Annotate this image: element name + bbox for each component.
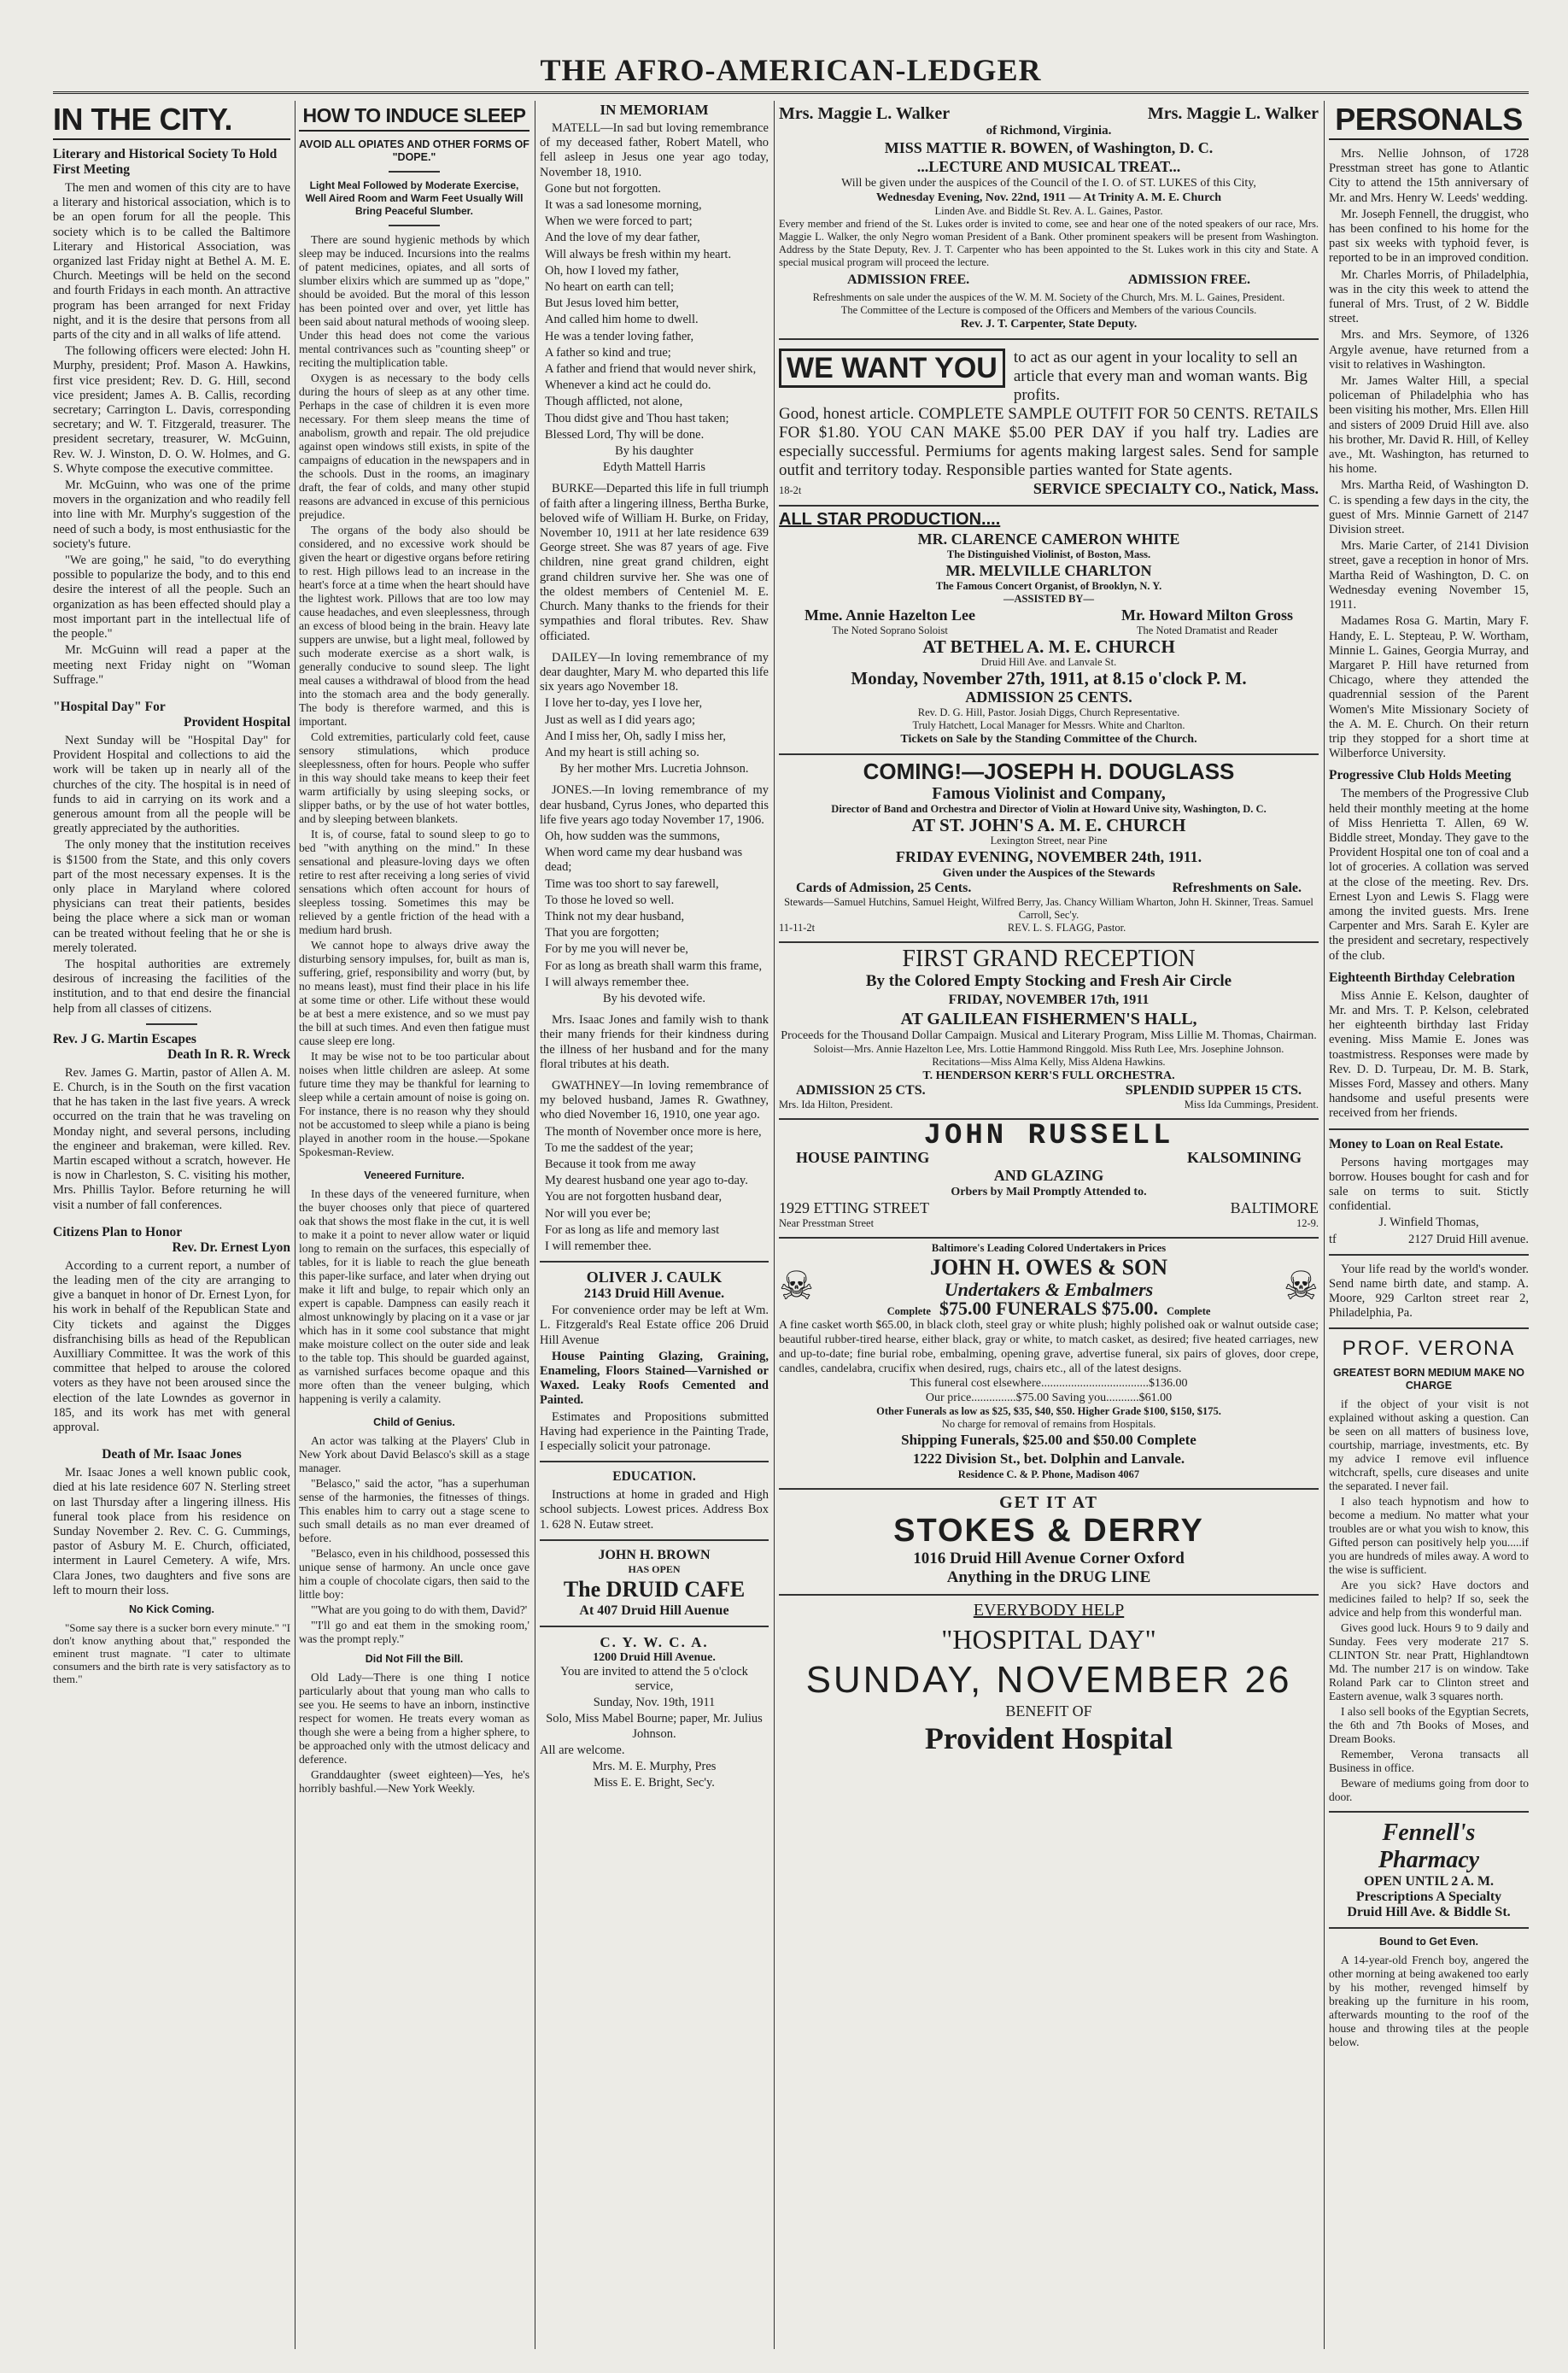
lee-desc: The Noted Soprano Soloist — [832, 624, 948, 636]
poem-line: A father so kind and true; — [545, 345, 671, 360]
charlton-name: MR. MELVILLE CHARLTON — [945, 562, 1152, 579]
reception-chair: Miss Ida Cummings, President. — [1184, 1099, 1319, 1110]
hospital-everybody: EVERYBODY HELP — [973, 1601, 1125, 1620]
pallbearer-icon: ☠ — [1283, 1264, 1319, 1308]
poem-line: Will always be fresh within my heart. — [545, 247, 732, 261]
reception-heading: FIRST GRAND RECEPTION — [902, 946, 1196, 972]
owes-complete-1: Complete — [886, 1305, 931, 1317]
genius-p5: "'I'll go and eat them in the smoking room,' was the prompt reply." — [299, 1619, 529, 1645]
personals-banner: PERSONALS — [1329, 101, 1529, 140]
genius-p2: "Belasco," said the actor, "has a superhuman sense of the harmonies, the fitnesses of things. This enables him to carry out a stage scene to such small details as no man ever dreamed of before. — [299, 1477, 529, 1544]
matell-poem — [540, 182, 769, 442]
column-memoriam — [540, 101, 769, 2349]
service-specialty-company: SERVICE SPECIALTY CO., Natick, Mass. — [1033, 480, 1319, 497]
poem-line: But Jesus loved him better, — [545, 296, 679, 311]
literary-society-p5: Mr. McGuinn will read a paper at the meeting next Friday night on "Woman Suffrage." — [53, 643, 290, 687]
dailey-poem — [540, 696, 769, 760]
money-name: J. Winfield Thomas, — [1378, 1216, 1479, 1230]
owes-address: 1222 Division St., bet. Dolphin and Lanvale. — [912, 1450, 1185, 1467]
stokes-name: STOKES & DERRY — [893, 1513, 1204, 1549]
poem-line: Blessed Lord, Thy will be done. — [545, 427, 705, 442]
ywca-address: 1200 Druid Hill Avenue. — [593, 1650, 716, 1664]
druid-cafe-title: The DRUID CAFE — [563, 1576, 746, 1602]
brown-has-open: HAS OPEN — [628, 1562, 681, 1575]
poem-line: I will remember thee. — [545, 1239, 652, 1254]
poem-line: And called him home to dwell. — [545, 313, 699, 327]
dailey-intro: DAILEY—In loving remembrance of my dear daughter, Mary M. who departed this life six years ago November 18. — [540, 650, 769, 694]
even-p1: A 14-year-old French boy, angered the other morning at being awakened too early by his mother, revenged himself by breaking up the furniture in his room, afterwards mounting to the roof of the house and throwing tiles at the people below. — [1329, 1954, 1529, 2049]
charlton-desc: The Famous Concert Organist, of Brooklyn, N. Y. — [935, 580, 1162, 592]
sleep-p6: We cannot hope to always drive away the disturbing sensory impulses, for, built as man is, suffering, grief, responsibility and worry (but, by no means least), must find their place in his life at some time or other. Life without these would be at best a mere existence, and so we must pay the bill at such times. And even then fatigue must cause sleep ere long. — [299, 939, 529, 1047]
divider — [540, 1539, 769, 1541]
poem-line: I will always remember thee. — [545, 975, 689, 989]
money-headline: Money to Loan on Real Estate. — [1329, 1136, 1504, 1151]
veneered-p1: In these days of the veneered furniture, when the buyer chooses only that piece of quartered oak that shows the most flake in the cut, it is well to make it a point to never allow water or liquid long to remain on the surfaces, this especially of tables, for it is liable to reach the glue beneath this paper-like surface, and later when drying out make it lift and bulge, to repair which only an expert is capable. Dampness can easily reach it almost unknowingly by placing on it a vase or jar which has in it some cool substance that might make moisture collect on the outer side and leak to the table top. This should be guarded against, as varnished surfaces become opaque and this more often than the veneer bulging, which happening is verily a calamity. — [299, 1187, 529, 1405]
reception-admission: ADMISSION 25 CTS. — [796, 1083, 926, 1098]
sleep-p1: There are sound hygienic methods by which sleep may be induced. Incursions into the realms of patent medicines, opiates, and all sorts of slumber elixirs which are summed up as "dope," should be avoided. But the moral of this lesson has been pointed over and over, yet little has been said about natural methods of wooing sleep. Under this head does not come the various mental contrivances such as "counting sheep" or reciting the multiplication table. — [299, 233, 529, 369]
poem-line: He was a tender loving father, — [545, 329, 694, 343]
genius-p3: "Belasco, even in his childhood, possessed this unique sense of harmony. An uncle once gave him a couple of chocolate cigars, then said to the little boy: — [299, 1547, 529, 1601]
fennell-address: Druid Hill Ave. & Biddle St. — [1347, 1905, 1511, 1920]
walker-deputy: Rev. J. T. Carpenter, State Deputy. — [960, 318, 1138, 331]
russell-name: JOHN RUSSELL — [923, 1120, 1174, 1152]
lyon-p1: According to a current report, a number of the leading men of the city are arranging to give a banquet in honor of Dr. Ernest Lyon, for his work in behalf of the Republican State and City tickets and against the Digges disfranchising bills as head of the Republican Auxilliary Committee. It was the work of this committee that helped to arouse the colored voters as they have not been aroused since the election of the late Lowndes as governor in 185, and its work has met with general approval. — [53, 1258, 290, 1435]
column-rule — [1324, 101, 1325, 2349]
matell-sign-1: By his daughter — [615, 444, 693, 459]
hospital-benefit: BENEFIT OF — [1005, 1702, 1092, 1720]
sleep-deck-2: Light Meal Followed by Moderate Exercise, Well Aired Room and Warm Feet Usually Will Bring Peaceful Slumber. — [305, 179, 524, 217]
douglass-sub: Famous Violinist and Company, — [932, 784, 1166, 803]
divider — [1329, 1327, 1529, 1329]
lee-name: Mme. Annie Hazelton Lee — [804, 606, 975, 624]
poem-line: The month of November once more is here, — [545, 1124, 762, 1139]
st-johns-venue-sub: Lexington Street, near Pine — [990, 835, 1108, 847]
all-star-pastor: Rev. D. G. Hill, Pastor. Josiah Diggs, Church Representative. — [917, 706, 1180, 718]
walker-date: Wednesday Evening, Nov. 22nd, 1911 — At Trinity A. M. E. Church — [875, 191, 1222, 204]
poem-line: For by me you will never be, — [545, 942, 688, 957]
birthday-headline: Eighteenth Birthday Celebration — [1329, 970, 1515, 985]
veneered-headline: Veneered Furniture. — [364, 1169, 465, 1181]
stokes-line: Anything in the DRUG LINE — [946, 1568, 1151, 1586]
owes-complete-2: Complete — [1167, 1305, 1211, 1317]
money-p1: Persons having mortgages may borrow. Houses bought for cash and for sale on terms to suit. Stictly confidential. — [1329, 1155, 1529, 1214]
poem-line: To those he loved so well. — [545, 893, 675, 907]
hospital-day-p1: Next Sunday will be "Hospital Day" for Provident Hospital and collections to aid the work will be taken up in nearly all of the churches of the city. The hospital is in need of funds to aid in carrying on its work and a generous amount from all the people will be greatly appreciated by the authorities. — [53, 733, 290, 836]
genius-headline: Child of Genius. — [373, 1416, 455, 1428]
memoriam-heading: IN MEMORIAM — [600, 102, 709, 118]
douglass-refreshments: Refreshments on Sale. — [1172, 881, 1302, 895]
poem-line: Oh, how I loved my father, — [545, 263, 679, 278]
st-johns-venue: AT ST. JOHN'S A. M. E. CHURCH — [911, 815, 1186, 835]
bethel-venue-sub: Druid Hill Ave. and Lanvale St. — [980, 656, 1117, 668]
reception-recitations: Recitations—Miss Alma Kelly, Miss Aldena Hawkins. — [932, 1056, 1166, 1068]
verona-p5: I also sell books of the Egyptian Secrets, the 6th and 7th Books of Moses, and Dream Books. — [1329, 1705, 1529, 1746]
russell-painting: HOUSE PAINTING — [796, 1149, 930, 1166]
russell-near: Near Presstman Street — [779, 1217, 875, 1229]
reception-president: Mrs. Ida Hilton, President. — [779, 1099, 893, 1110]
douglass-cards: Cards of Admission, 25 Cents. — [796, 881, 972, 895]
owes-price-headline: $75.00 FUNERALS $75.00. — [939, 1298, 1159, 1319]
we-want-you-body: Good, honest article. COMPLETE SAMPLE OUTFIT FOR 50 CENTS. RETAILS FOR $1.80. YOU CAN MAKE $5.00 PER DAY if you half try. Ladies are especially successful. Permiums for agents making largest sales. Send for sample outfit and territory today. Responsible parties wanted for State agents. — [779, 405, 1319, 479]
verona-p6: Remember, Verona transacts all Business in office. — [1329, 1748, 1529, 1775]
poem-line: It was a sad lonesome morning, — [545, 198, 702, 213]
hospital-day-title: "HOSPITAL DAY" — [941, 1624, 1156, 1655]
walker-body: Every member and friend of the St. Lukes order is invited to come, see and hear one of the noted speakers of our race, Mrs. Maggie L. Walker, the only Negro woman President of a Bank. Other prominent speakers will be present from Washington. Address by the State Deputy, Rev. J. T. Carpenter who has been appointed to the St. Lukes work in this city and State. A special musical program will proceed the lecture. — [779, 218, 1319, 268]
we-want-you-ad — [779, 340, 1319, 507]
poem-line: Gone but not forgotten. — [545, 181, 661, 196]
newspaper-page — [53, 50, 1529, 2349]
poem-line: And I miss her, Oh, sadly I miss her, — [545, 729, 726, 743]
poem-line: That you are forgotten; — [545, 926, 659, 940]
hospital-day-p2: The only money that the institution receives is $1500 from the State, and this only covers part of the most necessary expenses. It is the only place in Maryland where colored physicians can treat their patients, besides being the place where a sick man or woman can be treated without feeling that he or she is merely tolerated. — [53, 838, 290, 955]
caulk-p1: For convenience order may be left at Wm. L. Fitzgerald's Real Estate office 206 Druid Hill Avenue — [540, 1304, 769, 1347]
hospital-date: SUNDAY, NOVEMBER 26 — [805, 1659, 1292, 1701]
poem-line: Whenever a kind act he could do. — [545, 378, 711, 393]
poem-line: Oh, how sudden was the summons, — [545, 829, 721, 843]
poem-line: Think not my dear husband, — [545, 909, 685, 923]
russell-code: 12-9. — [1296, 1217, 1319, 1229]
russell-mail: Orbers by Mail Promptly Attended to. — [951, 1186, 1147, 1198]
all-star-heading: ALL STAR PRODUCTION.... — [779, 510, 1001, 529]
poem-line: You are not forgotten husband dear, — [545, 1190, 723, 1204]
verona-p1: if the object of your visit is not explained without asking a question. Can be seen on all matters of business love, courtship, marriage, investments, etc. By my advice I remove evil influence witchcraft, spells, cure diseases and unite the separated. I never fail. — [1329, 1397, 1529, 1493]
lyon-headline-1: Citizens Plan to Honor — [53, 1224, 183, 1239]
reception-soloists: Soloist—Mrs. Annie Hazelton Lee, Mrs. Lottie Hammond Ringgold. Miss Ruth Lee, Mrs. Josephine Johnson. — [813, 1043, 1284, 1055]
reception-ad — [779, 943, 1319, 1120]
walker-left: Mrs. Maggie L. Walker — [779, 104, 951, 123]
assisted-by: —ASSISTED BY— — [1003, 593, 1094, 605]
douglass-stewards: Stewards—Samuel Hutchins, Samuel Height, Wilfred Berry, Jas. Chancy William Wharton, John H. Skinner, Treas. Samuel Carroll, Sec'y. — [784, 896, 1313, 921]
life-read-ad: Your life read by the world's wonder. Send name birth date, and stamp. A. Moore, 929 Carlton street rear 2, Philadelphia, Pa. — [1329, 1262, 1529, 1321]
money-address: 2127 Druid Hill avenue. — [1408, 1232, 1529, 1246]
walker-auspices: Will be given under the auspices of the Council of the I. O. of ST. LUKES of this City, — [841, 177, 1256, 190]
column-rule — [774, 101, 775, 2349]
caulk-name: OLIVER J. CAULK — [586, 1269, 723, 1286]
personals-p4: Mrs. and Mrs. Seymore, of 1326 Argyle avenue, have returned from a visit to relatives in Washington. — [1329, 328, 1529, 372]
sleep-p7: It may be wise not to be too particular about noises when little children are asleep. At some future time they may be thankful for learning to sleep while a certain amount of noise is going on. For instance, there is no reason why they should not be accustomed to sleep while a piano is being played in another room in the house.—Spokane Spokesman-Review. — [299, 1050, 529, 1158]
personals-p2: Mr. Joseph Fennell, the druggist, who has been confined to his home for the past six weeks with typhoid fever, is reported to be in an improved condition. — [1329, 207, 1529, 266]
gross-name: Mr. Howard Milton Gross — [1121, 606, 1293, 624]
isaac-jones-headline: Death of Mr. Isaac Jones — [102, 1447, 242, 1462]
douglass-code: 11-11-2t — [779, 922, 816, 934]
ywca-program: Solo, Miss Mabel Bourne; paper, Mr. Julius Johnson. — [546, 1712, 763, 1741]
poem-line: Nor will you ever be; — [545, 1206, 652, 1221]
poem-line: Though afflicted, not alone, — [545, 395, 683, 409]
douglass-ad — [779, 755, 1319, 943]
masthead-title: THE AFRO-AMERICAN-LEDGER — [540, 53, 1042, 87]
walker-admission-2: ADMISSION FREE. — [1127, 272, 1250, 287]
martin-headline-2: Death In R. R. Wreck — [167, 1046, 290, 1062]
walker-committee: The Committee of the Lecture is composed of the Officers and Members of the various Councils. — [840, 304, 1257, 316]
poem-line: Because it took from me away — [545, 1157, 696, 1171]
owes-undertakers-ad — [779, 1239, 1319, 1490]
poem-line: And the love of my dear father, — [545, 231, 700, 245]
poem-line: Thou didst give and Thou hast taken; — [545, 411, 729, 425]
matell-intro: MATELL—In sad but loving remembrance of my deceased father, Robert Matell, who fell asleep in Jesus one year ago today, November 18, 1910. — [540, 121, 769, 179]
columns — [53, 101, 1529, 2349]
column-in-the-city — [53, 101, 290, 2349]
ywca-title: C. Y. W. C. A. — [600, 1633, 709, 1650]
reception-date: FRIDAY, NOVEMBER 17th, 1911 — [948, 993, 1150, 1007]
divider — [389, 225, 440, 226]
we-want-you-box: WE WANT YOU — [779, 349, 1005, 388]
poem-line: To me the saddest of the year; — [545, 1140, 693, 1155]
verona-p4: Gives good luck. Hours 9 to 9 daily and Sunday. Fees very moderate 217 S. CLINTON Str. near Pratt, Highlandtown Md. The number 217 is on window. Take Roland Park car to Clinton street and Eastern avenue, walk 3 squares north. — [1329, 1621, 1529, 1703]
money-code: tf — [1329, 1232, 1337, 1246]
we-want-you-code: 18-2t — [779, 484, 802, 496]
douglass-auspices: Given under the Auspices of the Stewards — [942, 867, 1156, 880]
douglass-date: FRIDAY EVENING, NOVEMBER 24th, 1911. — [895, 848, 1202, 865]
literary-society-p4: "We are going," he said, "to do everything possible to popularize the body, and to this end desire the interest of all the people. Such an organization as has been effected should play a most important part in the intellectual life of the people." — [53, 554, 290, 642]
bill-headline: Did Not Fill the Bill. — [365, 1653, 464, 1665]
personals-p6: Mrs. Martha Reid, of Washington D. C. is spending a few days in the city, the guest of Mrs. Minnie Garnett of 2147 Division street. — [1329, 478, 1529, 537]
walker-of: of Richmond, Virginia. — [986, 124, 1112, 138]
stokes-top: GET IT AT — [999, 1493, 1098, 1512]
lyon-headline-2: Rev. Dr. Ernest Lyon — [172, 1239, 290, 1255]
bethel-venue: AT BETHEL A. M. E. CHURCH — [922, 636, 1175, 657]
personals-p5: Mr. James Walter Hill, a special policeman of Philadelphia who has been visiting his mother, Mrs. Ellen Hill and sisters of 2009 Druid Hill ave. also his brother, Mr. David R. Hill, of Kelley ave., Mt. Washington, has returned to his home. — [1329, 374, 1529, 477]
divider — [540, 1261, 769, 1263]
matell-sign-2: Edyth Mattell Harris — [602, 460, 705, 475]
brown-name: JOHN H. BROWN — [598, 1547, 711, 1562]
walker-lecture-title: ...LECTURE AND MUSICAL TREAT... — [916, 158, 1181, 175]
poem-line: When we were forced to part; — [545, 214, 693, 229]
caulk-p3: Estimates and Propositions submitted Having had experience in the Painting Trade, I especially solicit your patronage. — [540, 1409, 769, 1454]
jones-sign: By his devoted wife. — [602, 991, 705, 1005]
poem-line: For as long as life and memory last — [545, 1222, 720, 1237]
walker-lecture-ad — [779, 101, 1319, 340]
ywca-sec: Miss E. E. Bright, Sec'y. — [594, 1776, 715, 1790]
education-p1: Instructions at home in graded and High school subjects. Lowest prices. Address Box 1. 628 N. Eutaw street. — [540, 1488, 769, 1532]
fennell-prescriptions: Prescriptions A Specialty — [1355, 1890, 1502, 1905]
russell-ad — [779, 1120, 1319, 1239]
column-sleep — [299, 101, 529, 2349]
divider — [1329, 1128, 1529, 1130]
even-headline: Bound to Get Even. — [1379, 1936, 1478, 1948]
poem-line: When word came my dear husband was dead; — [545, 846, 743, 875]
owes-residence: Residence C. & P. Phone, Madison 4067 — [957, 1468, 1140, 1480]
douglass-director: Director of Band and Orchestra and Director of Violin at Howard Unive sity, Washington, D. C. — [831, 803, 1267, 815]
white-desc: The Distinguished Violinist, of Boston, Mass. — [946, 548, 1151, 560]
reception-supper: SPLENDID SUPPER 15 CTS. — [1125, 1083, 1302, 1098]
literary-society-p2: The following officers were elected: John H. Murphy, president; Prof. Mason A. Hawkins, first vice president; Rev. D. G. Hill, second vice president; James A. B. Callis, recording secretary; Carrington L. Davis, corresponding secretary; and W. T. Fitzgerald, treasurer. The president secretary, treasurer, W. McGuinn, Rev. W. J. Winston, D. O. W. Holmes, and G. S. Whyte compose the executive committee. — [53, 344, 290, 476]
divider — [1329, 1254, 1529, 1256]
birthday-p1: Miss Annie E. Kelson, daughter of Mr. and Mrs. T. P. Kelson, celebrated her eighteenth birthday last Friday evening. Miss Mamie E. Jones was toastmistress. Responses were made by Rev. D. D. Turpeau, Dr. M. B. Stark, Misses Ford, Massey and others. Many handsome and useful presents were received from her friends. — [1329, 988, 1529, 1121]
owes-elsewhere: This funeral cost elsewhere....................................$136.00 — [910, 1377, 1188, 1390]
literary-society-p1: The men and women of this city are to have a literary and historical association, which is to be an open forum for all the people. This society which is to be called the Baltimore Literary and Historical Association, was organized last Friday night at Bethel A. M. E. Church. Meetings will be held on the second and fourth Fridays in each month. An attractive program has been arranged for next Friday night, and it is the desire that persons from all parts of the city and in all walks of life attend. — [53, 181, 290, 343]
poem-line: And my heart is still aching so. — [545, 745, 699, 759]
walker-right: Mrs. Maggie L. Walker — [1147, 104, 1319, 123]
verona-sub: GREATEST BORN MEDIUM MAKE NO CHARGE — [1332, 1367, 1525, 1392]
owes-shipping: Shipping Funerals, $25.00 and $50.00 Complete — [901, 1432, 1196, 1448]
ywca-welcome: All are welcome. — [540, 1743, 625, 1757]
hospital-day-headline-1: "Hospital Day" For — [53, 699, 166, 714]
hospital-provident: Provident Hospital — [924, 1721, 1173, 1755]
russell-address: 1929 ETTING STREET — [779, 1199, 929, 1216]
reception-proceeds: Proceeds for the Thousand Dollar Campaign. Musical and Literary Program, Miss Lillie M. Thomas, Chairman. — [781, 1029, 1317, 1042]
walker-bowen: MISS MATTIE R. BOWEN, of Washington, D. C. — [884, 139, 1214, 156]
genius-p1: An actor was talking at the Players' Club in New York about David Belasco's skill as a stage manager. — [299, 1434, 529, 1474]
owes-no-charge: No charge for removal of remains from Hospitals. — [941, 1418, 1156, 1430]
sleep-p3: The organs of the body also should be considered, and no excessive work should be given the heart or digestive organs before retiring to rest. High pillows lead to an increase in the heart's force at a time when the heart should have the lightest work. Pillows that are too low may cause headaches, and even sleeplessness, through an excess of blood being in the brain. Heavy late suppers are unwise, but a light meal, followed by such moderate exercise as a short walk, is generally conducive to sound sleep. The light meal causes a withdrawal of blood from the head into the stomach area and the body generally. The body is therefore warmed, and this is important. — [299, 524, 529, 728]
poem-line: For as long as breath shall warm this frame, — [545, 958, 763, 973]
white-name: MR. CLARENCE CAMERON WHITE — [917, 530, 1180, 548]
hospital-day-ad — [779, 1596, 1319, 1756]
personals-p8: Madames Rosa G. Martin, Mary F. Handy, E. L. Stepteau, P. W. Wortham, Minnie L. Gaines, Georgia Murray, and Margaret P. Hill have returned from Chicago, where they attended the quadrennial session of the Parent Women's Mite Missionary Society of the A. M. E. Church. On their return trip they stopped for a short time at Wilberforce University. — [1329, 614, 1529, 761]
owes-other: Other Funerals as low as $25, $35, $40, $50. Higher Grade $100, $150, $175. — [876, 1405, 1221, 1417]
personals-p3: Mr. Charles Morris, of Philadelphia, was in the city this week to attend the funeral of Mrs. Trust, of 2 W. Biddle street. — [1329, 267, 1529, 326]
reception-orchestra: T. HENDERSON KERR'S FULL ORCHESTRA. — [922, 1069, 1175, 1082]
reception-sub: By the Colored Empty Stocking and Fresh Air Circle — [865, 972, 1232, 990]
divider — [146, 1023, 197, 1025]
gwathney-intro: GWATHNEY—In loving remembrance of my beloved husband, James R. Gwathney, who died November 16, 1910, one year ago. — [540, 1078, 769, 1122]
column-advertisements — [779, 101, 1319, 2349]
sleep-banner: HOW TO INDUCE SLEEP — [299, 101, 529, 132]
divider — [389, 171, 440, 173]
verona-heading: PROF. VERONA — [1342, 1337, 1516, 1361]
sleep-p4: Cold extremities, particularly cold feet, cause sensory stimulations, which produce sleeplessness, often for hours. People who suffer in this way should take means to keep their feet warm artificially by using sleeping socks, or slipper baths, or by the use of hot water bottles, and by sleeping between blankets. — [299, 730, 529, 825]
owes-our-price: Our price...............$75.00 Saving you...........$61.00 — [925, 1392, 1173, 1404]
verona-p3: Are you sick? Have doctors and medicines failed to help? If so, seek the advice and help from this wonderful man. — [1329, 1579, 1529, 1620]
no-kick-headline: No Kick Coming. — [128, 1603, 214, 1616]
all-star-date: Monday, November 27th, 1911, at 8.15 o'clock P. M. — [851, 668, 1247, 688]
hospital-day-headline-2: Provident Hospital — [183, 714, 290, 729]
caulk-address: 2143 Druid Hill Avenue. — [583, 1286, 725, 1302]
russell-kalsomining: KALSOMINING — [1186, 1149, 1302, 1166]
owes-sub: Undertakers & Embalmers — [944, 1279, 1154, 1300]
no-kick-p1: "Some say there is a sucker born every minute." "I don't know anything about that," responded the eminent trust magnate. "I cater to ultimate consumers and the birth rate is very satisfactory as to them." — [53, 1621, 290, 1686]
martin-headline-1: Rev. J G. Martin Escapes — [53, 1031, 196, 1046]
poem-line: A father and friend that would never shirk, — [545, 362, 757, 377]
pallbearer-icon: ☠ — [779, 1264, 815, 1308]
personals-p7: Mrs. Marie Carter, of 2141 Division street, gave a reception in honor of Mrs. Martha Reid of Washington, D. C. on Wednesday evening November 15, 1911. — [1329, 539, 1529, 612]
gwathney-poem — [540, 1125, 769, 1255]
douglass-pastor: REV. L. S. FLAGG, Pastor. — [1007, 922, 1126, 934]
walker-location: Linden Ave. and Biddle St. Rev. A. L. Gaines, Pastor. — [934, 205, 1163, 217]
owes-tagline: Baltimore's Leading Colored Undertakers in Prices — [931, 1242, 1167, 1254]
bill-p2: Granddaughter (sweet eighteen)—Yes, he's horribly bashful.—New York Weekly. — [299, 1768, 529, 1795]
divider — [1329, 1927, 1529, 1929]
fennell-heading: Fennell's Pharmacy — [1378, 1819, 1480, 1874]
all-star-manager: Truly Hatchett, Local Manager for Messrs. White and Charlton. — [912, 719, 1185, 731]
druid-cafe-address: At 407 Druid Hill Auenue — [579, 1603, 729, 1618]
dailey-sign: By her mother Mrs. Lucretia Johnson. — [559, 762, 749, 776]
genius-p4: "'What are you going to do with them, David?' — [311, 1603, 528, 1616]
jones-thanks: Mrs. Isaac Jones and family wish to thank their many friends for their kindness during the illness of her husband and for the many floral tributes at his death. — [540, 1013, 769, 1071]
caulk-p2: House Painting Glazing, Graining, Enameling, Floors Stained—Varnished or Waxed. Leaky Roofs Cemented and Painted. — [540, 1349, 769, 1408]
burke-notice: BURKE—Departed this life in full triumph of faith after a lingering illness, Bertha Burke, beloved wife of William H. Burke, on Friday, November 10, 1911 at her late residence 639 George street. She was 87 years of age. Five children, nine great grand children, eight grand children survive her. She was one of the oldest members of Centeniel M. E. Church. Many thanks to the friends for their sympathies and floral tributes. Rev. Shaw officiated. — [540, 482, 769, 643]
education-heading: EDUCATION. — [612, 1469, 696, 1485]
stokes-address: 1016 Druid Hill Avenue Corner Oxford — [913, 1550, 1185, 1567]
poem-line: I love her to-day, yes I love her, — [545, 696, 703, 711]
owes-body: A fine casket worth $65.00, in black cloth, steel gray or white plush; highly polished oak or walnut outside case; beautiful rubber-tired hearse, either black, gray or white, to match casket, as desired; five heated carriages, new and up-to-date; fine burial robe, embalming, opening grave, advertise funeral, six pairs of gloves, door crepe, candles, candelabra, crucifix when desired, rugs, chairs etc., all of the latest designs. — [779, 1319, 1319, 1375]
sleep-p5: It is, of course, fatal to sound sleep to go to bed "with anything on the mind." In these sensational and pleasure-loving days we often retire to rest after receiving a long series of vivid sensations which often account for hours of sleepless tossing. Sometimes this may be relieved by a gentle friction of the head with a medium hard brush. — [299, 828, 529, 936]
poem-line: Time was too short to say farewell, — [545, 876, 719, 891]
in-the-city-banner: IN THE CITY. — [53, 101, 290, 140]
verona-p2: I also teach hypnotism and how to become a medium. No matter what your troubles are or what you wish to know, this Gifted person can positively help you.....if you are hundreds of miles away. A word to the wise is sufficient. — [1329, 1495, 1529, 1577]
reception-venue: AT GALILEAN FISHERMEN'S HALL, — [900, 1010, 1197, 1028]
owes-name: JOHN H. OWES & SON — [929, 1255, 1168, 1280]
sleep-deck-1: AVOID ALL OPIATES AND OTHER FORMS OF "DOPE." — [299, 138, 529, 163]
martin-p1: Rev. James G. Martin, pastor of Allen A. M. E. Church, is in the South on the first vacation that he has taken in the last five years. A wreck occurred on the train that he was traveling on Monday night, and several persons, including the engineer and brakeman, were killed. Rev. Martin escaped without a scratch, however. He is now in Charleston, S. C. visiting his mother, Mrs. Phillis Taylor. Before returning he will visit a number of fall conferences. — [53, 1065, 290, 1212]
all-star-tickets: Tickets on Sale by the Standing Committee of the Church. — [900, 733, 1197, 746]
hospital-day-p3: The hospital authorities are extremely desirous of increasing the facilities of the institution, and to that end desire the financial help from all classes of citizens. — [53, 957, 290, 1016]
column-personals — [1329, 101, 1529, 2349]
walker-admission-1: ADMISSION FREE. — [847, 272, 970, 287]
jones-poem — [540, 829, 769, 990]
russell-city: BALTIMORE — [1230, 1199, 1319, 1216]
ywca-invite: You are invited to attend the 5 o'clock service, — [560, 1664, 748, 1694]
divider — [540, 1461, 769, 1462]
poem-line: No heart on earth can tell; — [545, 280, 674, 295]
poem-line: My dearest husband one year ago to-day. — [545, 1174, 748, 1188]
all-star-ad — [779, 507, 1319, 755]
ywca-date: Sunday, Nov. 19th, 1911 — [593, 1696, 716, 1710]
verona-p7: Beware of mediums going from door to door. — [1329, 1777, 1529, 1804]
gross-desc: The Noted Dramatist and Reader — [1136, 624, 1278, 636]
divider — [1329, 1811, 1529, 1813]
we-want-you-lead: to act as our agent in your locality to sell an article that every man and woman wants. Big profits. — [1013, 349, 1308, 404]
literary-society-headline: Literary and Historical Society To Hold First Meeting — [53, 147, 278, 177]
bill-p1: Old Lady—There is one thing I notice particularly about that young man who calls to see you. He seems to have an inborn, instinctive respect for women. He treats every woman as though she were a being from a higher sphere, to be approached only with the utmost delicacy and deference. — [299, 1671, 529, 1766]
literary-society-p3: Mr. McGuinn, who was one of the prime movers in the organization and who readily fell into line with Mr. Murphy's suggestion of the need of such a body, is most enthusiastic for the society's future. — [53, 478, 290, 551]
divider — [540, 1626, 769, 1627]
all-star-admission: ADMISSION 25 CENTS. — [965, 688, 1132, 706]
douglass-heading: COMING!—JOSEPH H. DOUGLASS — [863, 759, 1235, 784]
fennell-open: OPEN UNTIL 2 A. M. — [1363, 1874, 1494, 1890]
masthead — [53, 50, 1529, 94]
ywca-pres: Mrs. M. E. Murphy, Pres — [592, 1760, 717, 1774]
poem-line: Just as well as I did years ago; — [545, 712, 695, 727]
isaac-jones-p1: Mr. Isaac Jones a well known public cook, died at his late residence 607 N. Sterling street on last Thursday after a lingering illness. His funeral took place from his residence on Sunday November 2. Rev. C. G. Cummings, pastor of Asbury M. E. Church, officiated, interment in Laurel Cemetery. A wife, Mrs. Clara Jones, two daughters and five sons are left to mourn their loss. — [53, 1466, 290, 1597]
jones-intro: JONES.—In loving remembrance of my dear husband, Cyrus Jones, who departed this life five years ago today November 17, 1906. — [540, 783, 769, 827]
walker-refreshments: Refreshments on sale under the auspices of the W. M. M. Society of the Church, Mrs. M. L. Gaines, President. — [812, 291, 1285, 303]
personals-p1: Mrs. Nellie Johnson, of 1728 Presstman street has gone to Atlantic City to attend the 15th anniversary of Mr. and Mrs. Henry W. Leeds' wedding. — [1329, 147, 1529, 205]
stokes-derry-ad — [779, 1490, 1319, 1596]
progressive-p1: The members of the Progressive Club held their monthly meeting at the home of Miss Henrietta T. Allen, 69 W. Biddle street, Monday. They gave to the Provident Hospital one ton of coal and a lot of groceries. A collation was served at the close of the meeting. Rev. Drs. Ernest Lyon and Lewis S. Flagg were among the invited guests. Mrs. Irene Carpenter and Mrs. Sarah E. Kyler are the president and secretary, respectively of the club. — [1329, 787, 1529, 963]
russell-glazing: AND GLAZING — [993, 1167, 1104, 1184]
progressive-headline: Progressive Club Holds Meeting — [1329, 768, 1512, 783]
sleep-p2: Oxygen is as necessary to the body cells during the hours of sleep as at any other time. Perhaps in the case of children it is even more necessary. For them sleep means the time of anabolism, growth and repair. The old prejudice against open windows still exists, in spite of the campaigns of education in the newspapers and in the schools. Dust in the rooms, an imaginary draft, the fear of colds, and many other stupid reasons are advanced in excuse of this pernicious prejudice. — [299, 372, 529, 521]
